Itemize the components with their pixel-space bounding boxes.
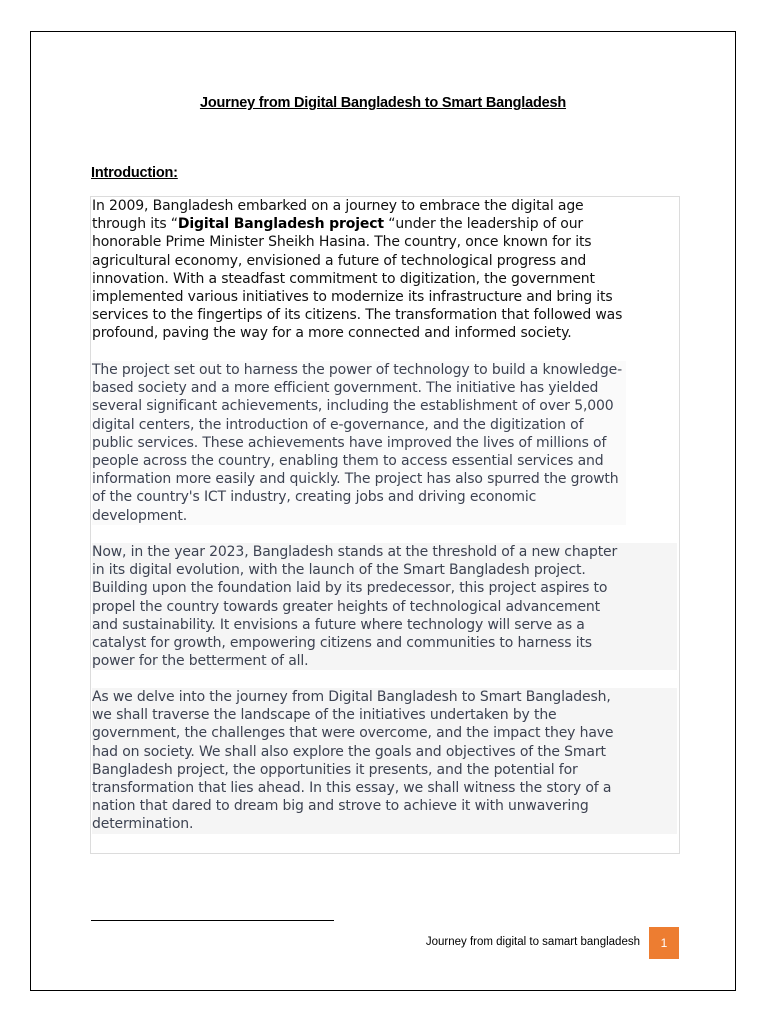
paragraph-line: and sustainability. It envisions a future where technology will serve as a <box>92 616 585 633</box>
paragraph-line: profound, paving the way for a more connected and informed society. <box>92 325 572 342</box>
paragraph-line: information more easily and quickly. The project has also spurred the growth <box>92 471 619 488</box>
paragraph-line: implemented various initiatives to modernize its infrastructure and bring its <box>92 289 613 306</box>
paragraph-line: Building upon the foundation laid by its predecessor, this project aspires to <box>92 580 608 597</box>
paragraph-line: development. <box>92 507 188 524</box>
paragraph-line: determination. <box>92 816 194 833</box>
paragraph-line: we shall traverse the landscape of the initiatives undertaken by the <box>92 707 557 724</box>
paragraph-line: public services. These achievements have improved the lives of millions of <box>92 434 607 451</box>
footnote-separator <box>91 920 334 921</box>
document-page <box>30 31 736 991</box>
text-run: through its “ <box>92 216 178 233</box>
paragraph-line: digital centers, the introduction of e-governance, and the digitization of <box>92 416 584 433</box>
paragraph-line: In 2009, Bangladesh embarked on a journey to embrace the digital age <box>92 198 584 214</box>
paragraph-line: people across the country, enabling them to access essential services and <box>92 453 604 470</box>
paragraph-line: propel the country towards greater heights of technological advancement <box>92 598 600 615</box>
paragraph-line: several significant achievements, including the establishment of over 5,000 <box>92 398 614 415</box>
footer-title: Journey from digital to samart bangladesh <box>425 936 640 948</box>
paragraph-line: As we delve into the journey from Digital Bangladesh to Smart Bangladesh, <box>92 689 611 705</box>
paragraph-line: honorable Prime Minister Sheikh Hasina. The country, once known for its <box>92 234 592 251</box>
paragraph-line: transformation that lies ahead. In this essay, we shall witness the story of a <box>92 780 612 797</box>
body-text-box <box>90 196 680 854</box>
paragraph-line: innovation. With a steadfast commitment to digitization, the government <box>92 270 595 287</box>
paragraph-line: nation that dared to dream big and strove to achieve it with unwavering <box>92 798 589 815</box>
paragraph-2 <box>92 361 626 525</box>
paragraph-line: had on society. We shall also explore the goals and objectives of the Smart <box>92 743 606 760</box>
paragraph-line: government, the challenges that were overcome, and the impact they have <box>92 725 614 742</box>
paragraph-line: The project set out to harness the power of technology to build a knowledge- <box>92 362 622 378</box>
paragraph-line: Bangladesh project, the opportunities it presents, and the potential for <box>92 761 578 778</box>
paragraph-line: Now, in the year 2023, Bangladesh stands at the threshold of a new chapter <box>92 544 618 560</box>
paragraph-4 <box>92 688 677 834</box>
paragraph-line: based society and a more efficient government. The initiative has yielded <box>92 380 599 397</box>
paragraph-line: in its digital evolution, with the launch of the Smart Bangladesh project. <box>92 562 586 579</box>
section-heading-introduction: Introduction: <box>91 165 178 181</box>
paragraph-1 <box>92 197 622 343</box>
paragraph-line: agricultural economy, envisioned a future of technological progress and <box>92 252 587 269</box>
paragraph-line: services to the fingertips of its citizens. The transformation that followed was <box>92 307 623 324</box>
document-title: Journey from Digital Bangladesh to Smart Bangladesh <box>199 95 567 111</box>
text-run: “under the leadership of our <box>383 216 584 233</box>
paragraph-line: power for the betterment of all. <box>92 653 309 670</box>
paragraph-line: catalyst for growth, empowering citizens and communities to harness its <box>92 635 592 652</box>
paragraph-3 <box>92 543 677 670</box>
paragraph-line: of the country's ICT industry, creating jobs and driving economic <box>92 489 537 506</box>
bold-project-name: Digital Bangladesh project <box>177 216 384 233</box>
page-number-badge: 1 <box>649 927 679 959</box>
paragraph-line <box>92 215 622 233</box>
